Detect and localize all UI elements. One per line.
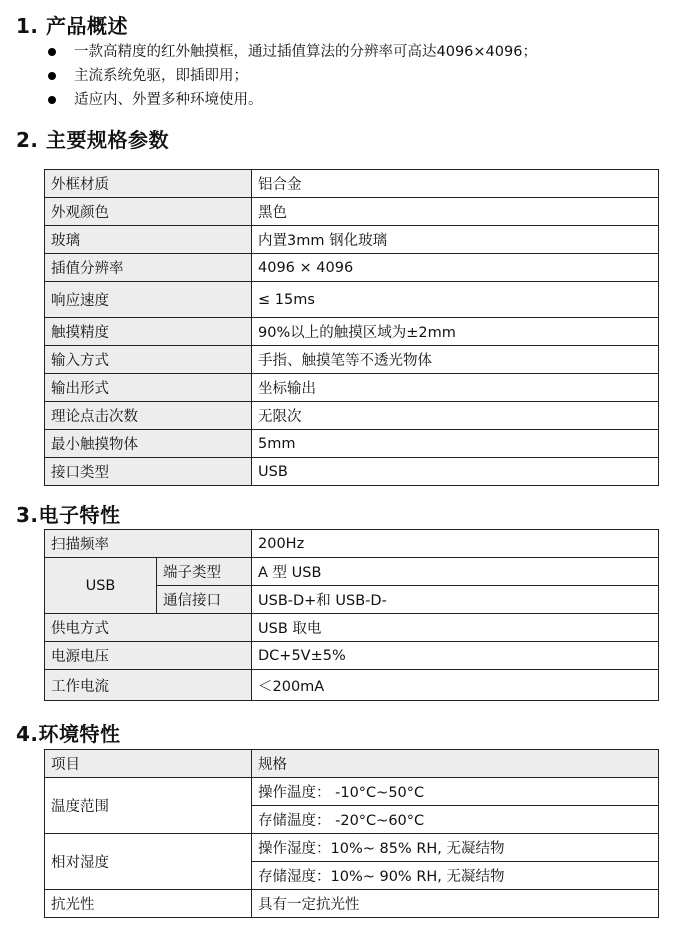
overview-list	[48, 40, 537, 112]
row-label: 最小触摸物体	[45, 430, 252, 458]
table-header	[45, 750, 659, 778]
table-row	[45, 282, 659, 318]
row-value: ＜200mA	[252, 670, 659, 701]
row-label: 电源电压	[45, 642, 252, 670]
row-value: 操作湿度：10%~ 85% RH, 无凝结物	[252, 834, 659, 862]
table-row	[45, 430, 659, 458]
row-value: 200Hz	[252, 530, 659, 558]
list-item	[48, 88, 537, 112]
bullet-icon	[48, 48, 56, 56]
bullet-text: 主流系统免驱，即插即用；	[74, 68, 248, 84]
row-value: 5mm	[252, 430, 659, 458]
row-label: 理论点击次数	[45, 402, 252, 430]
table-row	[45, 318, 659, 346]
bullet-text: 一款高精度的红外触摸框，通过插值算法的分辨率可高达4096×4096；	[74, 44, 537, 60]
header-spec: 规格	[252, 750, 659, 778]
row-value: 铝合金	[252, 170, 659, 198]
section-1-title: 1. 产品概述	[16, 14, 128, 38]
list-item	[48, 64, 537, 88]
row-label: 扫描频率	[45, 530, 252, 558]
row-label: 外观颜色	[45, 198, 252, 226]
row-sublabel: 端子类型	[157, 558, 252, 586]
table-row	[45, 226, 659, 254]
row-value: 无限次	[252, 402, 659, 430]
row-value: 存储温度： -20°C~60°C	[252, 806, 659, 834]
spec-table	[44, 169, 659, 486]
row-label: 玻璃	[45, 226, 252, 254]
row-value: 内置3mm 钢化玻璃	[252, 226, 659, 254]
usb-label: USB	[45, 558, 157, 614]
section-2-title: 2. 主要规格参数	[16, 128, 169, 152]
table-row	[45, 530, 659, 558]
row-label: 接口类型	[45, 458, 252, 486]
table-row	[45, 402, 659, 430]
table-row	[45, 614, 659, 642]
row-label: 输入方式	[45, 346, 252, 374]
row-value: 黑色	[252, 198, 659, 226]
row-value: A 型 USB	[252, 558, 659, 586]
section-4-title: 4.环境特性	[16, 722, 121, 746]
row-label: 输出形式	[45, 374, 252, 402]
list-item	[48, 40, 537, 64]
row-value: 坐标输出	[252, 374, 659, 402]
section-3-title: 3.电子特性	[16, 503, 121, 527]
row-sublabel: 通信接口	[157, 586, 252, 614]
header-item: 项目	[45, 750, 252, 778]
row-value: 90%以上的触摸区域为±2mm	[252, 318, 659, 346]
row-label: 响应速度	[45, 282, 252, 318]
environment-table	[44, 749, 659, 918]
row-value: 4096 × 4096	[252, 254, 659, 282]
table-row	[45, 778, 659, 806]
table-row	[45, 890, 659, 918]
row-label: 供电方式	[45, 614, 252, 642]
row-value: USB	[252, 458, 659, 486]
table-row	[45, 458, 659, 486]
row-value: 手指、触摸笔等不透光物体	[252, 346, 659, 374]
row-label: 相对湿度	[45, 834, 252, 890]
row-label: 外框材质	[45, 170, 252, 198]
bullet-icon	[48, 72, 56, 80]
table-row	[45, 346, 659, 374]
row-label: 触摸精度	[45, 318, 252, 346]
electrical-table	[44, 529, 659, 701]
table-row	[45, 670, 659, 701]
row-value: 操作温度： -10°C~50°C	[252, 778, 659, 806]
table-row	[45, 374, 659, 402]
table-row	[45, 254, 659, 282]
row-label: 插值分辨率	[45, 254, 252, 282]
row-value: USB 取电	[252, 614, 659, 642]
row-label: 抗光性	[45, 890, 252, 918]
row-value: 存储湿度：10%~ 90% RH, 无凝结物	[252, 862, 659, 890]
row-value: DC+5V±5%	[252, 642, 659, 670]
table-row	[45, 558, 659, 586]
table-row	[45, 642, 659, 670]
bullet-text: 适应内、外置多种环境使用。	[74, 92, 263, 108]
table-row	[45, 198, 659, 226]
row-value: ≤ 15ms	[252, 282, 659, 318]
bullet-icon	[48, 96, 56, 104]
table-row	[45, 834, 659, 862]
table-row	[45, 170, 659, 198]
row-value: USB-D+和 USB-D-	[252, 586, 659, 614]
row-label: 工作电流	[45, 670, 252, 701]
row-value: 具有一定抗光性	[252, 890, 659, 918]
row-label: 温度范围	[45, 778, 252, 834]
